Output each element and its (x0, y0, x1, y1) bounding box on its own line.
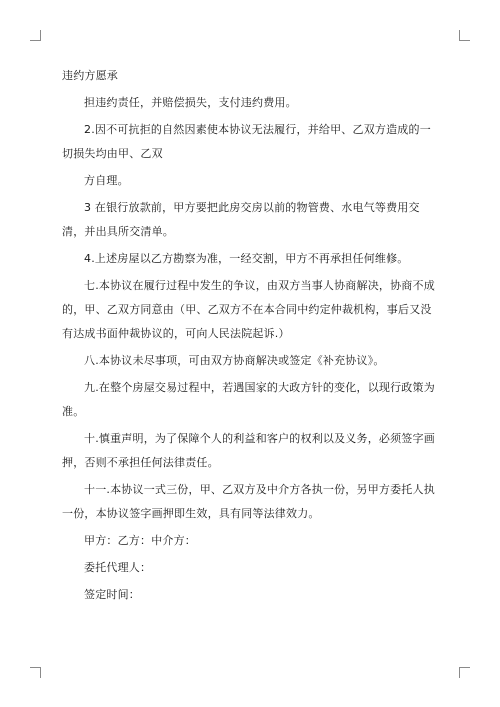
crop-mark-bottom-right (459, 667, 470, 678)
signature-line-agent: 委托代理人： (84, 561, 152, 574)
signature-line-date: 签定时间： (84, 588, 140, 601)
paragraph: 3 在银行放款前，甲方要把此房交房以前的物管费、水电气等费用交清，并出具所交清单。 (62, 201, 420, 238)
paragraph: 七.本协议在履行过程中发生的争议，由双方当事人协商解决，协商不成的，甲、乙双方同意由（甲、乙双方不在本合同中约定仲裁机构，事后又没有达成书面仲裁协议的，可向人民法院起诉.） (62, 279, 435, 340)
paragraph: 方自理。 (84, 174, 129, 187)
paragraph: 4.上述房屋以乙方勘察为准，一经交割，甲方不再承担任何维修。 (84, 252, 409, 265)
paragraph: 违约方愿承 (62, 69, 118, 82)
paragraph: 十一.本协议一式三份，甲、乙双方及中介方各执一份，另甲方委托人执一份，本协议签字画押即生效，具有同等法律效力。 (62, 483, 435, 520)
signature-line-parties: 甲方：乙方：中介方： (84, 534, 196, 547)
paragraph: 八.本协议未尽事项，可由双方协商解决或签定《补充协议》。 (84, 354, 385, 367)
document-body (62, 64, 440, 610)
paragraph: 担违约责任，并赔偿损失，支付违约费用。 (84, 96, 297, 109)
paragraph: 十.慎重声明，为了保障个人的利益和客户的权利以及义务，必须签字画押，否则不承担任何法律责任。 (62, 432, 435, 469)
paragraph: 九.在整个房屋交易过程中，若遇国家的大政方针的变化，以现行政策为准。 (62, 381, 435, 418)
paragraph: 2.因不可抗拒的自然因素使本协议无法履行，并给甲、乙双方造成的一切损失均由甲、乙双 (62, 123, 431, 160)
crop-mark-top-left (30, 30, 41, 41)
crop-mark-bottom-left (30, 667, 41, 678)
crop-mark-top-right (459, 30, 470, 41)
